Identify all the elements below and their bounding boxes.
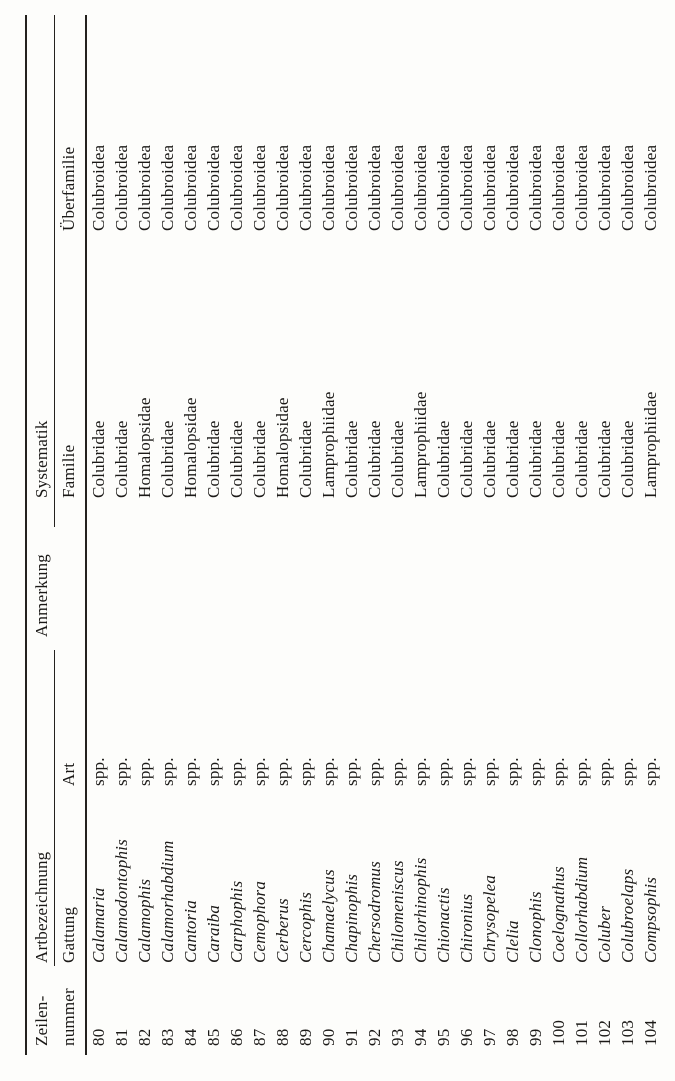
cell-gattung: Clelia bbox=[503, 920, 522, 963]
cell-ueberfamilie: Colubroidea bbox=[595, 144, 614, 231]
cell-zeilennummer: 93 bbox=[388, 1028, 407, 1046]
cell-zeilennummer: 90 bbox=[319, 1028, 338, 1046]
cell-art: spp. bbox=[526, 757, 545, 786]
cell-anmerkung bbox=[110, 498, 133, 637]
table-row bbox=[87, 15, 110, 1055]
table-row bbox=[248, 15, 271, 1055]
cell-zeilennummer: 91 bbox=[342, 1028, 361, 1046]
cell-art: spp. bbox=[388, 757, 407, 786]
cell-gattung: Coelognathus bbox=[549, 866, 568, 963]
cell-familie: Colubridae bbox=[526, 420, 545, 498]
cell-zeilennummer: 99 bbox=[526, 1028, 545, 1046]
cell-gattung: Chilorhinophis bbox=[411, 857, 430, 963]
cell-familie: Lamprophiidae bbox=[411, 391, 430, 498]
table-row bbox=[317, 15, 340, 1055]
table-row bbox=[478, 15, 501, 1055]
cell-familie: Colubridae bbox=[503, 420, 522, 498]
cell-ueberfamilie: Colubroidea bbox=[503, 144, 522, 231]
cell-ueberfamilie: Colubroidea bbox=[158, 144, 177, 231]
table-row bbox=[225, 15, 248, 1055]
cell-anmerkung bbox=[478, 498, 501, 637]
cell-ueberfamilie: Colubroidea bbox=[388, 144, 407, 231]
cell-anmerkung bbox=[455, 498, 478, 637]
cell-gattung: Chrysopelea bbox=[480, 874, 499, 963]
cell-familie: Colubridae bbox=[89, 420, 108, 498]
cell-art: spp. bbox=[480, 757, 499, 786]
table-row bbox=[340, 15, 363, 1055]
cell-zeilennummer: 88 bbox=[273, 1028, 292, 1046]
table-row bbox=[386, 15, 409, 1055]
cell-anmerkung bbox=[363, 498, 386, 637]
cell-ueberfamilie: Colubroidea bbox=[342, 144, 361, 231]
column-header-gattung: Gattung bbox=[59, 906, 78, 963]
table-row bbox=[294, 15, 317, 1055]
cell-familie: Lamprophiidae bbox=[641, 391, 660, 498]
cell-zeilennummer: 84 bbox=[181, 1028, 200, 1046]
cell-gattung: Chilomeniscus bbox=[388, 860, 407, 963]
table-rows bbox=[87, 15, 662, 1055]
table-row bbox=[271, 15, 294, 1055]
cell-anmerkung bbox=[570, 498, 593, 637]
cell-familie: Colubridae bbox=[457, 420, 476, 498]
cell-familie: Homalopsidae bbox=[135, 397, 154, 498]
cell-anmerkung bbox=[225, 498, 248, 637]
cell-art: spp. bbox=[411, 757, 430, 786]
cell-anmerkung bbox=[639, 498, 662, 637]
cell-familie: Colubridae bbox=[572, 420, 591, 498]
cell-anmerkung bbox=[133, 498, 156, 637]
cell-art: spp. bbox=[227, 757, 246, 786]
cell-art: spp. bbox=[181, 757, 200, 786]
cell-art: spp. bbox=[204, 757, 223, 786]
cell-zeilennummer: 87 bbox=[250, 1028, 269, 1046]
table-row bbox=[524, 15, 547, 1055]
cell-art: spp. bbox=[365, 757, 384, 786]
cell-ueberfamilie: Colubroidea bbox=[112, 144, 131, 231]
cell-anmerkung bbox=[87, 498, 110, 637]
column-header-anmerkung: Anmerkung bbox=[32, 553, 51, 637]
cell-ueberfamilie: Colubroidea bbox=[319, 144, 338, 231]
cell-zeilennummer: 96 bbox=[457, 1028, 476, 1046]
cell-familie: Homalopsidae bbox=[181, 397, 200, 498]
cell-zeilennummer: 97 bbox=[480, 1028, 499, 1046]
cell-familie: Colubridae bbox=[365, 420, 384, 498]
cell-familie: Colubridae bbox=[434, 420, 453, 498]
artbezeichnung-span-rule bbox=[54, 650, 55, 966]
cell-familie: Colubridae bbox=[227, 420, 246, 498]
cell-gattung: Chersodromus bbox=[365, 861, 384, 963]
cell-anmerkung bbox=[202, 498, 225, 637]
cell-familie: Colubridae bbox=[158, 420, 177, 498]
cell-familie: Colubridae bbox=[204, 420, 223, 498]
cell-zeilennummer: 102 bbox=[595, 1019, 614, 1046]
cell-zeilennummer: 81 bbox=[112, 1028, 131, 1046]
cell-art: spp. bbox=[319, 757, 338, 786]
species-table bbox=[25, 15, 662, 1055]
cell-art: spp. bbox=[503, 757, 522, 786]
cell-ueberfamilie: Colubroidea bbox=[273, 144, 292, 231]
cell-zeilennummer: 98 bbox=[503, 1028, 522, 1046]
cell-anmerkung bbox=[501, 498, 524, 637]
cell-ueberfamilie: Colubroidea bbox=[618, 144, 637, 231]
cell-gattung: Compsophis bbox=[641, 876, 660, 963]
cell-gattung: Coluber bbox=[595, 905, 614, 963]
cell-art: spp. bbox=[112, 757, 131, 786]
table-row bbox=[570, 15, 593, 1055]
cell-gattung: Chironius bbox=[457, 893, 476, 963]
cell-gattung: Cerberus bbox=[273, 898, 292, 963]
cell-gattung: Chionactis bbox=[434, 887, 453, 963]
table-row bbox=[179, 15, 202, 1055]
column-header-ueberfamilie: Überfamilie bbox=[59, 146, 78, 231]
cell-ueberfamilie: Colubroidea bbox=[457, 144, 476, 231]
cell-ueberfamilie: Colubroidea bbox=[365, 144, 384, 231]
cell-gattung: Calamaria bbox=[89, 887, 108, 963]
cell-familie: Homalopsidae bbox=[273, 397, 292, 498]
cell-ueberfamilie: Colubroidea bbox=[549, 144, 568, 231]
cell-zeilennummer: 83 bbox=[158, 1028, 177, 1046]
table-row bbox=[639, 15, 662, 1055]
cell-familie: Colubridae bbox=[595, 420, 614, 498]
cell-zeilennummer: 89 bbox=[296, 1028, 315, 1046]
cell-gattung: Cercophis bbox=[296, 891, 315, 963]
cell-ueberfamilie: Colubroidea bbox=[250, 144, 269, 231]
cell-art: spp. bbox=[457, 757, 476, 786]
cell-anmerkung bbox=[409, 498, 432, 637]
cell-familie: Colubridae bbox=[549, 420, 568, 498]
cell-anmerkung bbox=[248, 498, 271, 637]
table-row bbox=[409, 15, 432, 1055]
table-row bbox=[593, 15, 616, 1055]
cell-zeilennummer: 86 bbox=[227, 1028, 246, 1046]
cell-familie: Colubridae bbox=[112, 420, 131, 498]
cell-familie: Colubridae bbox=[388, 420, 407, 498]
cell-zeilennummer: 104 bbox=[641, 1019, 660, 1046]
column-header-art: Art bbox=[59, 762, 78, 786]
cell-familie: Colubridae bbox=[480, 420, 499, 498]
cell-familie: Colubridae bbox=[618, 420, 637, 498]
cell-gattung: Calamophis bbox=[135, 878, 154, 963]
cell-anmerkung bbox=[616, 498, 639, 637]
column-header-zeilennummer-line2: nummer bbox=[59, 988, 78, 1046]
cell-zeilennummer: 95 bbox=[434, 1028, 453, 1046]
cell-anmerkung bbox=[179, 498, 202, 637]
cell-familie: Colubridae bbox=[342, 420, 361, 498]
table-row bbox=[432, 15, 455, 1055]
table-row bbox=[455, 15, 478, 1055]
table-row bbox=[202, 15, 225, 1055]
cell-anmerkung bbox=[340, 498, 363, 637]
cell-gattung: Collorhabdium bbox=[572, 856, 591, 963]
cell-art: spp. bbox=[641, 757, 660, 786]
cell-zeilennummer: 80 bbox=[89, 1028, 108, 1046]
cell-ueberfamilie: Colubroidea bbox=[227, 144, 246, 231]
cell-ueberfamilie: Colubroidea bbox=[411, 144, 430, 231]
cell-art: spp. bbox=[572, 757, 591, 786]
cell-gattung: Cemophora bbox=[250, 880, 269, 963]
cell-art: spp. bbox=[89, 757, 108, 786]
cell-art: spp. bbox=[273, 757, 292, 786]
cell-ueberfamilie: Colubroidea bbox=[480, 144, 499, 231]
cell-zeilennummer: 101 bbox=[572, 1019, 591, 1046]
table-row bbox=[363, 15, 386, 1055]
cell-anmerkung bbox=[271, 498, 294, 637]
cell-art: spp. bbox=[135, 757, 154, 786]
systematik-span-rule bbox=[54, 15, 55, 527]
cell-gattung: Chamaelycus bbox=[319, 869, 338, 963]
cell-ueberfamilie: Colubroidea bbox=[135, 144, 154, 231]
cell-anmerkung bbox=[547, 498, 570, 637]
cell-zeilennummer: 85 bbox=[204, 1028, 223, 1046]
cell-anmerkung bbox=[156, 498, 179, 637]
cell-ueberfamilie: Colubroidea bbox=[89, 144, 108, 231]
cell-anmerkung bbox=[593, 498, 616, 637]
cell-ueberfamilie: Colubroidea bbox=[572, 144, 591, 231]
cell-zeilennummer: 94 bbox=[411, 1028, 430, 1046]
cell-art: spp. bbox=[434, 757, 453, 786]
cell-art: spp. bbox=[158, 757, 177, 786]
column-header-zeilennummer-line1: Zeilen- bbox=[32, 995, 51, 1046]
table-header bbox=[27, 15, 87, 1055]
cell-familie: Colubridae bbox=[296, 420, 315, 498]
table-row bbox=[110, 15, 133, 1055]
cell-ueberfamilie: Colubroidea bbox=[434, 144, 453, 231]
cell-gattung: Cantoria bbox=[181, 899, 200, 963]
table-row bbox=[501, 15, 524, 1055]
cell-art: spp. bbox=[342, 757, 361, 786]
cell-anmerkung bbox=[386, 498, 409, 637]
cell-familie: Lamprophiidae bbox=[319, 391, 338, 498]
cell-zeilennummer: 82 bbox=[135, 1028, 154, 1046]
cell-gattung: Calamorhabdium bbox=[158, 840, 177, 963]
cell-zeilennummer: 92 bbox=[365, 1028, 384, 1046]
cell-gattung: Carphophis bbox=[227, 880, 246, 963]
cell-anmerkung bbox=[524, 498, 547, 637]
cell-art: spp. bbox=[549, 757, 568, 786]
cell-anmerkung bbox=[294, 498, 317, 637]
cell-gattung: Chapinophis bbox=[342, 873, 361, 963]
cell-ueberfamilie: Colubroidea bbox=[296, 144, 315, 231]
cell-ueberfamilie: Colubroidea bbox=[641, 144, 660, 231]
column-group-header-systematik: Systematik bbox=[32, 420, 51, 498]
column-header-familie: Familie bbox=[59, 444, 78, 498]
cell-gattung: Calamodontophis bbox=[112, 839, 131, 963]
table-row bbox=[133, 15, 156, 1055]
column-group-header-artbezeichnung: Artbezeichnung bbox=[32, 851, 51, 963]
cell-ueberfamilie: Colubroidea bbox=[204, 144, 223, 231]
cell-art: spp. bbox=[595, 757, 614, 786]
cell-anmerkung bbox=[432, 498, 455, 637]
cell-gattung: Caraiba bbox=[204, 904, 223, 963]
cell-art: spp. bbox=[618, 757, 637, 786]
table-row bbox=[616, 15, 639, 1055]
cell-gattung: Colubroelaps bbox=[618, 868, 637, 963]
cell-familie: Colubridae bbox=[250, 420, 269, 498]
cell-gattung: Clonophis bbox=[526, 891, 545, 963]
cell-zeilennummer: 100 bbox=[549, 1019, 568, 1046]
cell-art: spp. bbox=[296, 757, 315, 786]
cell-ueberfamilie: Colubroidea bbox=[181, 144, 200, 231]
cell-anmerkung bbox=[317, 498, 340, 637]
table-row bbox=[547, 15, 570, 1055]
cell-zeilennummer: 103 bbox=[618, 1019, 637, 1046]
table-row bbox=[156, 15, 179, 1055]
cell-ueberfamilie: Colubroidea bbox=[526, 144, 545, 231]
cell-art: spp. bbox=[250, 757, 269, 786]
